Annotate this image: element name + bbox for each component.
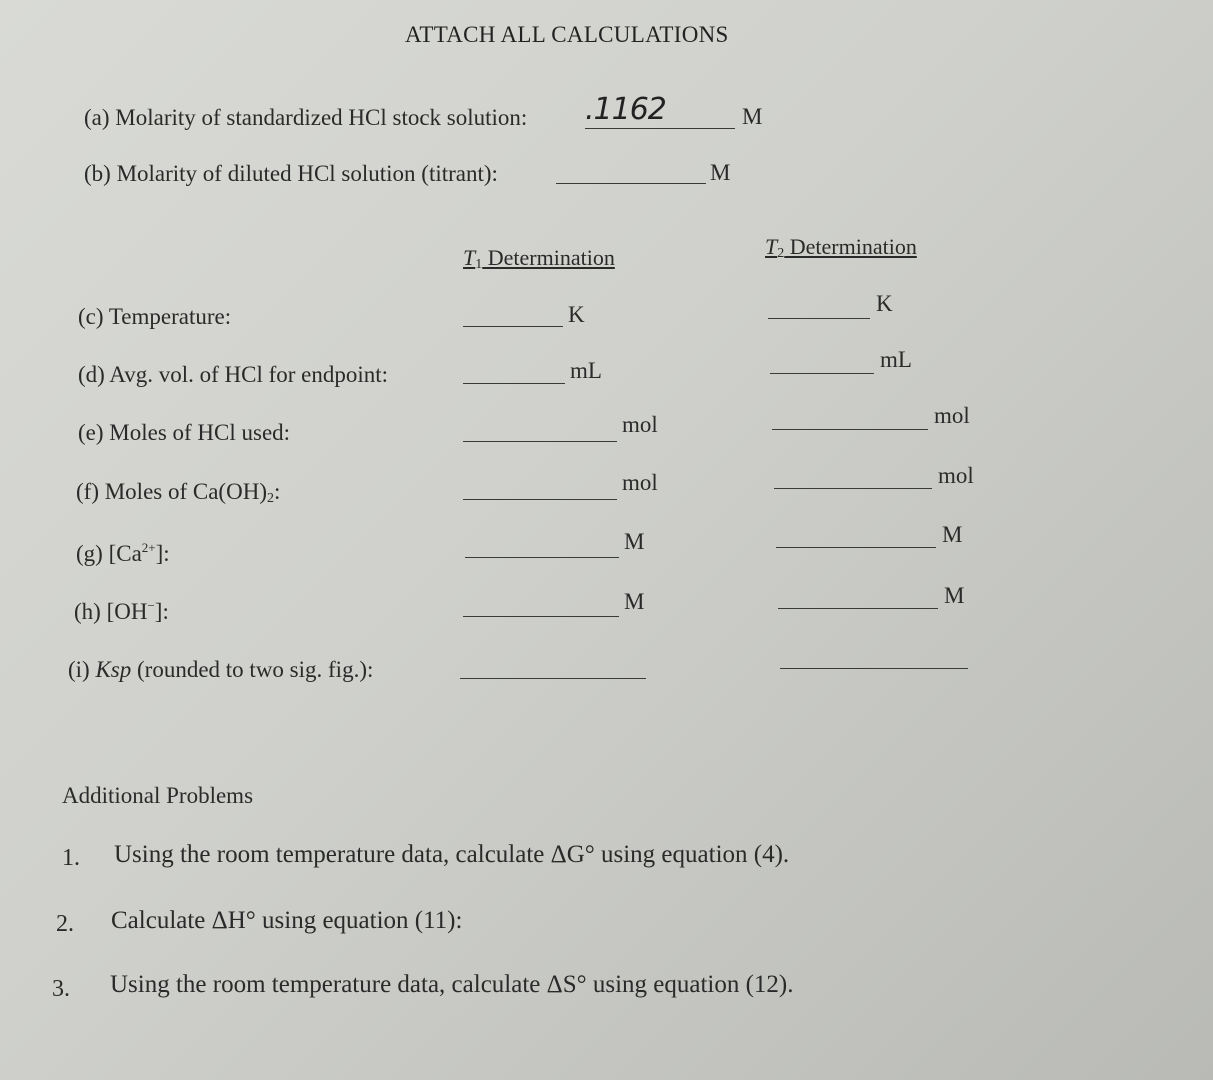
page-title: ATTACH ALL CALCULATIONS: [405, 22, 729, 47]
row-g-label: (g) $[Ca^{2+}]$:: [76, 540, 170, 566]
row-e-label: (e) Moles of HCl used:: [78, 420, 291, 445]
field-b-unit: M: [710, 160, 731, 185]
row-c-t2-unit: K: [876, 291, 893, 316]
row-c-label: (c) Temperature:: [78, 304, 232, 329]
t2-determination-header: $T_2$ Determination: [765, 234, 917, 261]
row-e-t2-line[interactable]: [772, 429, 928, 430]
row-d-t2-unit: mL: [880, 347, 912, 372]
row-g-t2-line[interactable]: [776, 547, 936, 548]
row-h-label: (h) [OH−]:: [74, 598, 169, 624]
t1-determination-header: $T_1$ Determination: [463, 245, 615, 272]
row-g-t1-line[interactable]: [465, 557, 619, 558]
row-c-t2-line[interactable]: [768, 318, 870, 319]
row-h-t1-unit: M: [624, 589, 645, 614]
problem-1-number: 1.: [62, 845, 80, 871]
row-g-t1-unit: M: [624, 529, 645, 554]
field-b-label: (b) Molarity of diluted HCl solution (titrant):: [84, 161, 498, 186]
row-i-label: (i) Ksp (rounded to two sig. fig.):: [68, 657, 374, 682]
row-d-label: (d) Avg. vol. of HCl for endpoint:: [78, 362, 389, 387]
row-i-t1-line[interactable]: [460, 678, 646, 679]
row-e-t1-line[interactable]: [463, 441, 617, 442]
problem-2-text: Calculate ΔH° using equation (11):: [111, 907, 463, 934]
field-a-unit: M: [742, 104, 763, 129]
row-d-t1-unit: mL: [570, 358, 602, 383]
row-f-t1-unit: mol: [622, 470, 658, 495]
problem-3-number: 3.: [52, 976, 70, 1002]
row-f-t2-unit: mol: [938, 463, 974, 488]
problem-3-text: Using the room temperature data, calculate ΔS° using equation (12).: [110, 971, 794, 998]
field-a-label: (a) Molarity of standardized HCl stock solution:: [84, 105, 528, 130]
row-h-t2-unit: M: [944, 583, 965, 608]
row-d-t1-line[interactable]: [463, 383, 565, 384]
row-h-t2-line[interactable]: [778, 608, 938, 609]
row-f-t2-line[interactable]: [774, 488, 932, 489]
row-i-t2-line[interactable]: [780, 668, 968, 669]
row-f-t1-line[interactable]: [463, 499, 617, 500]
additional-problems-heading: Additional Problems: [62, 783, 254, 808]
row-c-t1-line[interactable]: [463, 326, 563, 327]
field-b-answer-line[interactable]: [556, 183, 706, 184]
row-h-t1-line[interactable]: [463, 616, 619, 617]
field-a-answer-line[interactable]: [585, 128, 735, 129]
row-c-t1-unit: K: [568, 302, 585, 327]
row-e-t1-unit: mol: [622, 412, 658, 437]
row-f-label: (f) Moles of $Ca(OH)_2$:: [76, 479, 281, 506]
row-g-t2-unit: M: [942, 522, 963, 547]
row-d-t2-line[interactable]: [770, 373, 874, 374]
problem-1-text: Using the room temperature data, calculate ΔG° using equation (4).: [114, 841, 790, 868]
problem-2-number: 2.: [56, 911, 74, 937]
row-e-t2-unit: mol: [934, 403, 970, 428]
field-a-handwritten-value: .1162: [585, 92, 666, 127]
